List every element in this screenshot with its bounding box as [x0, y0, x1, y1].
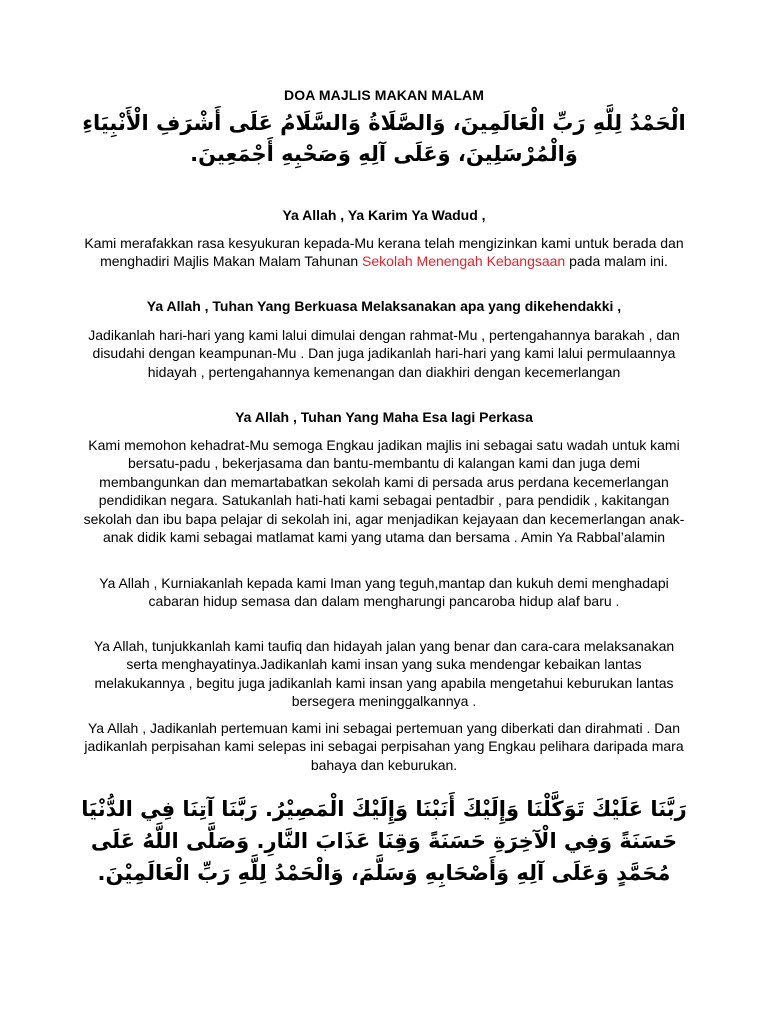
paragraph-gratitude: [82, 234, 686, 271]
document-title: DOA MAJLIS MAKAN MALAM: [284, 87, 484, 103]
paragraph-gratitude-end: pada malam ini.: [565, 253, 668, 270]
paragraph-wadah: Kami memohon kehadrat-Mu semoga Engkau jadikan majlis ini sebagai satu wadah untuk kami bersatu-padu , bekerjasama dan bantu-membantu di kalangan kami dan juga demi membangunkan dan memartabatkan sekolah kami di persada arus perdana kecemerlangan pendidikan negara. Satukanlah hati-hati kami sebagai pentadbir , para pendidik , kakitangan sekolah dan ibu bapa pelajar di sekolah ini, agar menjadikan kejayaan dan kecemerlangan anak-anak didik kami sebagai matlamat kami yang utama dan bersama . Amin Ya Rabbal’alamin: [83, 437, 685, 546]
paragraph-pertemuan: Ya Allah , Jadikanlah pertemuan kami ini sebagai pertemuan yang diberkati dan dirahmati . Dan jadikanlah perpisahan kami selepas ini sebagai perpisahan yang Engkau pelihara daripada mara bahaya dan keburukan.: [84, 720, 684, 773]
paragraph-rahmat: Jadikanlah hari-hari yang kami lalui dimulai dengan rahmat-Mu , pertengahannya barakah , dan disudahi dengan keampunan-Mu . Dan juga jadikanlah hari-hari yang kami lalui permulaannya hidayah , pertengahannya kemenangan dan diakhiri dengan kecemerlangan: [88, 327, 680, 380]
paragraph-gratitude-text: Kami merafakkan rasa kesyukuran kepada-Mu kerana telah mengizinkan kami untuk berada dan menghadiri Majlis Makan Malam Tahunan: [84, 235, 684, 270]
heading-ya-karim: Ya Allah , Ya Karim Ya Wadud ,: [282, 207, 486, 223]
arabic-closing-prayer: رَبَّنَا عَلَيْكَ تَوَكَّلْنَا وَإِلَيْكَ أَنَبْنَا وَإِلَيْكَ الْمَصِيْرُ. رَبَّنَا آتِنَا فِي الدُّنْيَا حَسَنَةً وَفِي الْآخِرَةِ حَسَنَةً وَقِنَا عَذَابَ النَّارِ. وَصَلَّى اللَّهُ عَلَى مُحَمَّدٍ وَعَلَى آلِهِ وَأَصْحَابِهِ وَسَلَّمَ، وَالْحَمْدُ لِلَّهِ رَبِّ الْعَالَمِيْنَ.: [81, 797, 687, 885]
paragraph-iman: Ya Allah , Kurniakanlah kepada kami Iman yang teguh,mantap dan kukuh demi menghadapi cabaran hidup semasa dan dalam mengharungi pancaroba hidup alaf baru .: [99, 575, 669, 610]
arabic-opening-prayer: الْحَمْدُ لِلَّهِ رَبِّ الْعَالَمِينَ، وَالصَّلَاةُ وَالسَّلَامُ عَلَى أَشْرَفِ الْأَنْبِيَاءِ وَالْمُرْسَلِينَ، وَعَلَى آلِهِ وَصَحْبِهِ أَجْمَعِينَ.: [82, 111, 686, 166]
heading-berkuasa: Ya Allah , Tuhan Yang Berkuasa Melaksanakan apa yang dikehendakki ,: [146, 298, 622, 314]
paragraph-hidayah: Ya Allah, tunjukkanlah kami taufiq dan hidayah jalan yang benar dan cara-cara melaksanakan serta menghayatinya.Jadikanlah kami insan yang suka mendengar kebaikan lantas melakukannya , begitu juga jadikanlah kami insan yang apabila mengetahui keburukan lantas bersegera meninggalkannya .: [93, 638, 675, 710]
school-name: Sekolah Menengah Kebangsaan: [362, 253, 566, 270]
heading-maha-esa: Ya Allah , Tuhan Yang Maha Esa lagi Perkasa: [235, 409, 533, 425]
